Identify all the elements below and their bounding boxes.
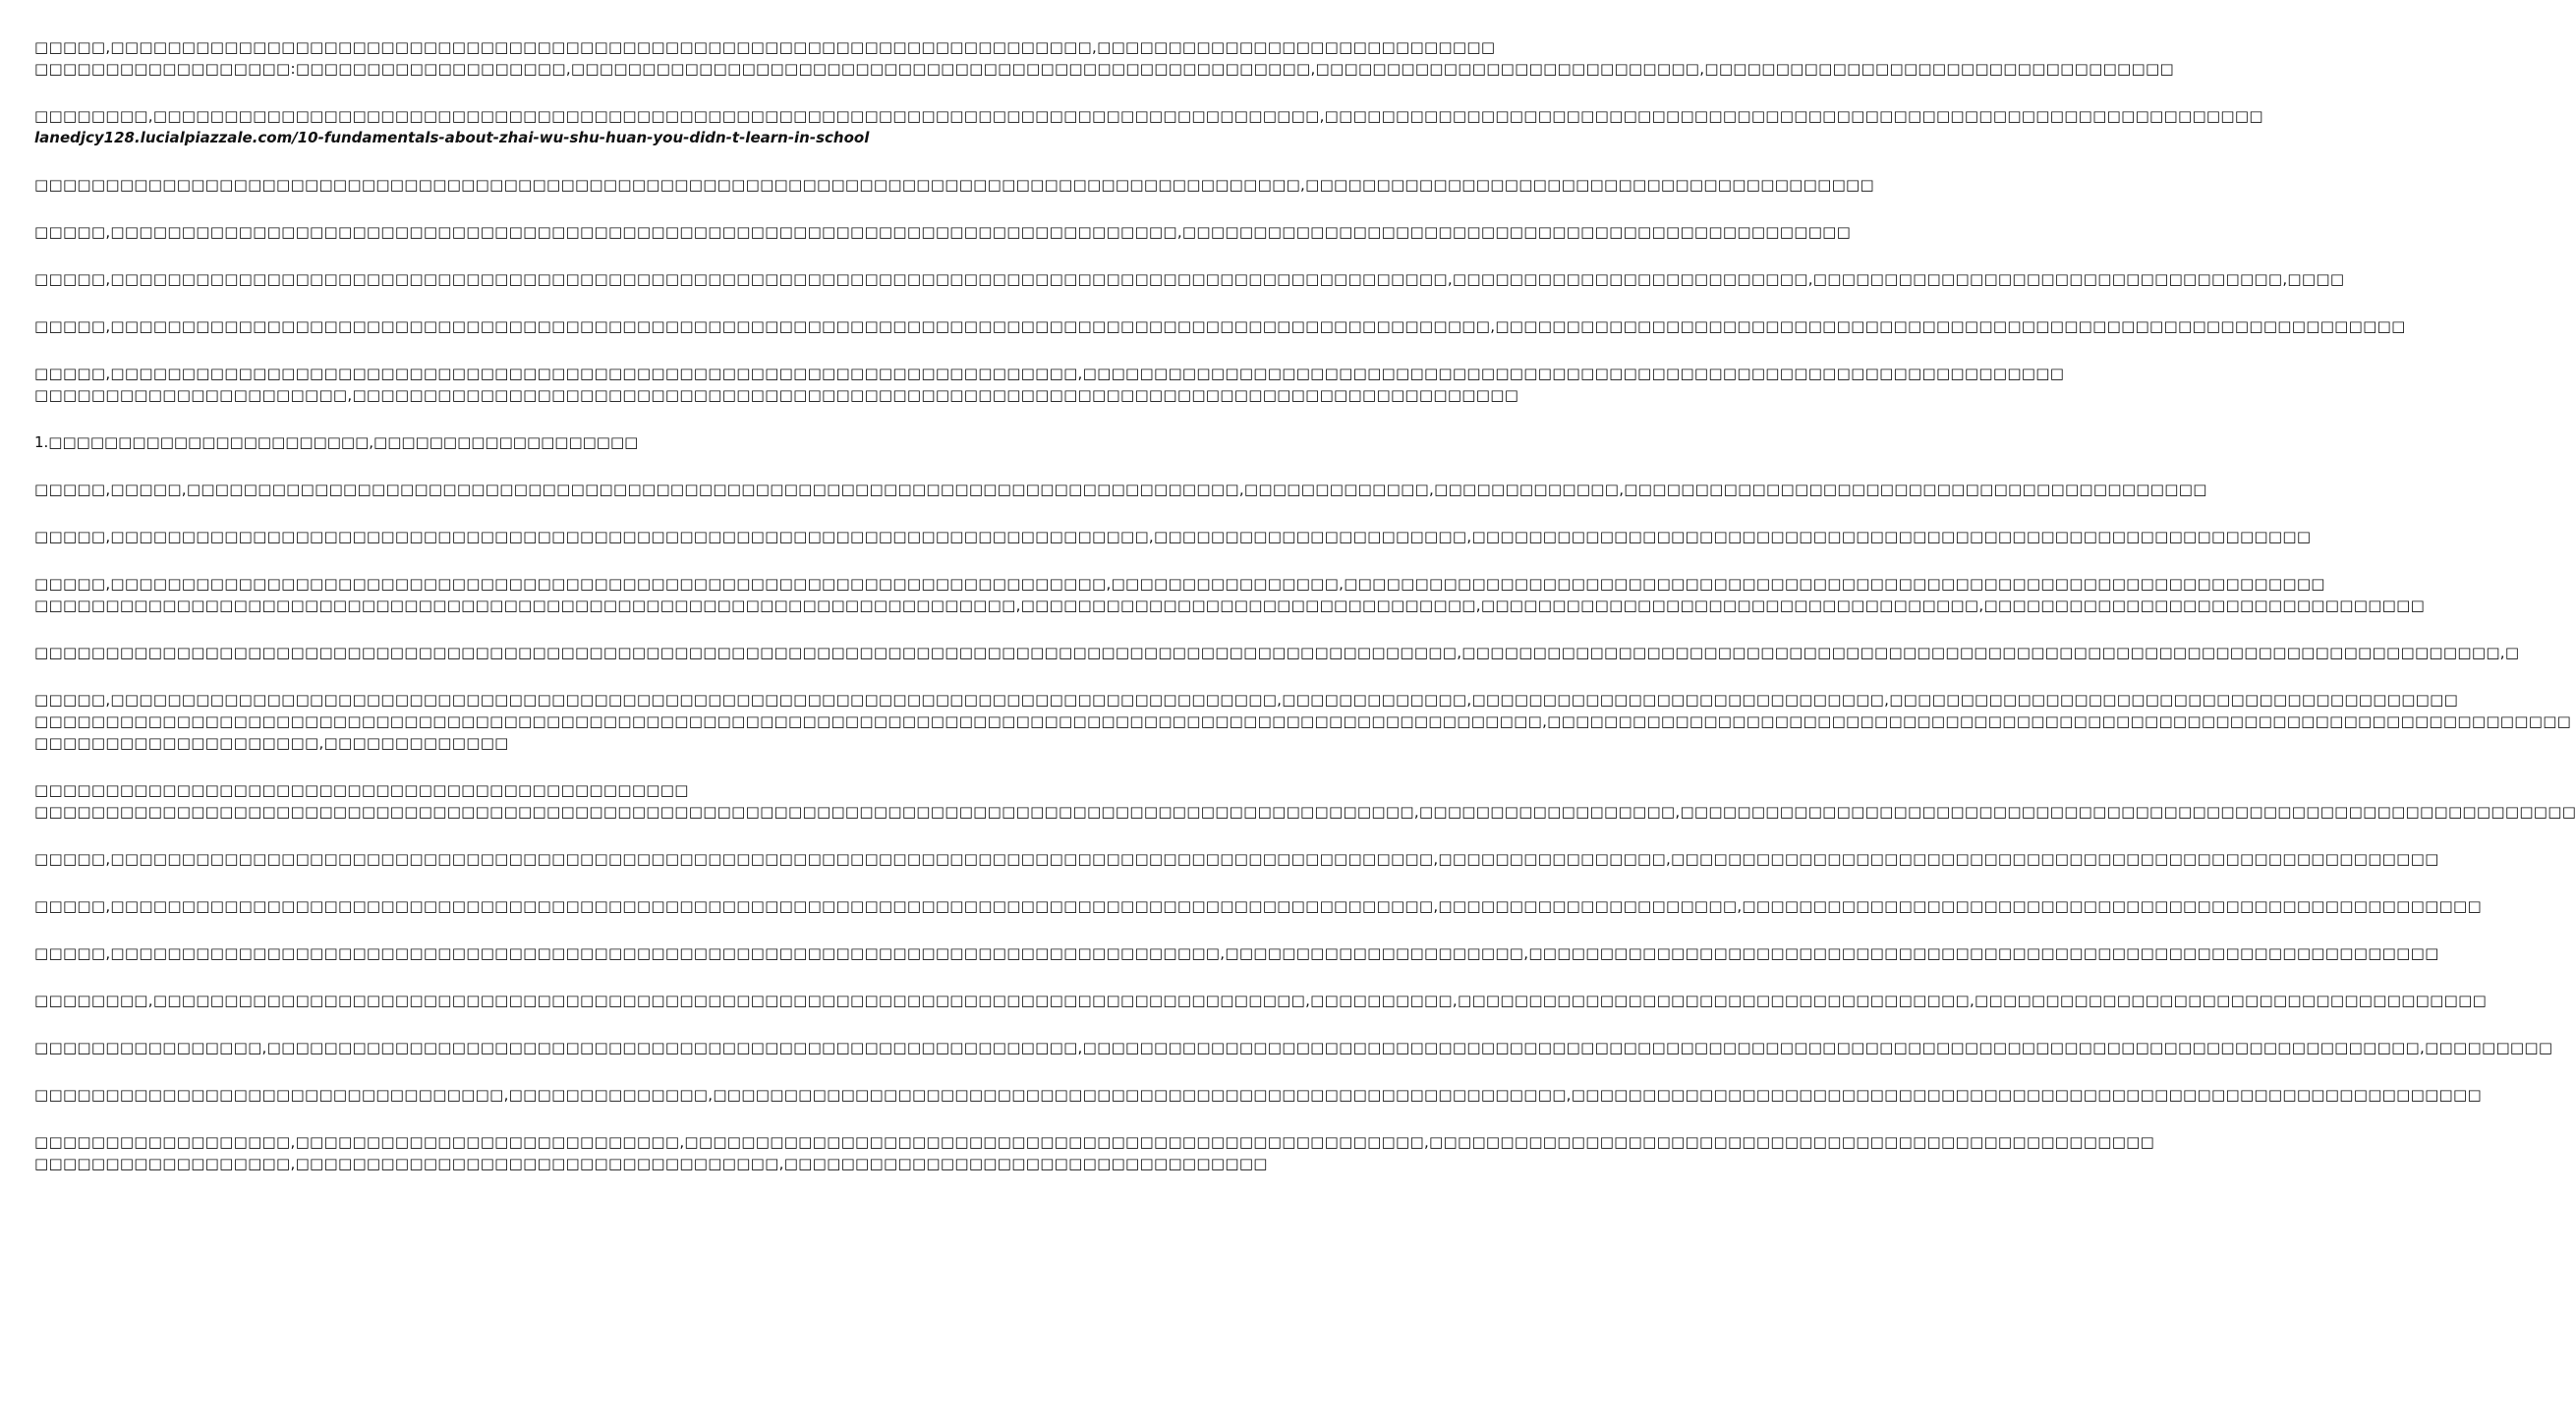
paragraph-line: □□□□□□□□□□□□□□□□□□□□□□□□□□□□□□□□□□□□□□□□□□□□□□□□□□□□□□□□□□□□□□□□□□□□□,□□□□□□□□□□□□□□□□□□□□□□□□□□□□□□□□,□□□□□□□□□□□□□□□□□□□□□□□□□□□□□□□□□□□,□□□□□□□□□□□□□□□□□□□□□□□□□□□□□□□ xyxy=(34,597,2426,614)
paragraph-1 xyxy=(34,36,2174,80)
paragraph-17 xyxy=(34,990,2488,1011)
paragraph-line: □□□□□,□□□□□□□□□□□□□□□□□□□□□□□□□□□□□□□□□□□□□□□□□□□□□□□□□□□□□□□□□□□□□□□□□□□□□□□□□□□□□□,□□□□□□□□□□□□□□□□□□□□□,□□□□□□□□□□□□□□□□□□□□□□□□□□□□□□□□□□□□□□□□□□□□□□□□□□□□□□□□□□□□□□□□ xyxy=(34,944,2439,962)
paragraph-line: □□□□□,□□□□□□□□□□□□□□□□□□□□□□□□□□□□□□□□□□□□□□□□□□□□□□□□□□□□□□□□□□□□□□□□□□□□,□□□□□□□□□□□□□□□□□□□□□□□□□□□□□□□□□□□□□□□□□□□□□□□□□□□□□□□□□□□□□□□□□□□□□ xyxy=(34,365,2065,382)
paragraph-line: □□□□□□□□□□□□□□□□□□□□□□,□□□□□□□□□□□□□□□□□□□□□□□□□□□□□□□□□□□□□□□□□□□□□□□□□□□□□□□□□□□□□□□□□□□□□□□□□□□□□□□□□□ xyxy=(34,386,1519,404)
paragraph-line: □□□□□□□□□□□□□□□□□□□□□□□□□□□□□□□□□□□□□□□□□□□□□□□□□□□□□□□□□□□□□□□□□□□□□□□□□□□□□□□□□□□□□□□□□□□□□□□□□□□□,□□□□□□□□□□□□□□□□□□□□□□□□□□□□□□□□□□□□□□□□□□□□□□□□□□□□□□□□□□□□□□□□□□□□□□□□□,□ xyxy=(34,644,2520,661)
paragraph-19 xyxy=(34,1084,2482,1106)
paragraph-10 xyxy=(34,573,2426,616)
paragraph-line: □□□□□,□□□□□□□□□□□□□□□□□□□□□□□□□□□□□□□□□□□□□□□□□□□□□□□□□□□□□□□□□□□□□□□□□□□□□□□□□□□□□□□□□□□□□□□□□□□□□□□□□,□□□□□□□□□□□□□□□□□□□□□□□□□□□□□□□□□□□□□□□□□□□□□□□□□□□□□□□□□□□□□□□□ xyxy=(34,317,2406,335)
section-heading-2: □□□□□□□□□□□□□□□□□□□□□□□□□□□□□□□□□□□□□□□□□□□□□□ xyxy=(34,781,689,799)
paragraph-line: □□□□□□□□,□□□□□□□□□□□□□□□□□□□□□□□□□□□□□□□□□□□□□□□□□□□□□□□□□□□□□□□□□□□□□□□□□□□□□□□□□□□□□□□□□□,□□□□□□□□□□□□□□□□□□□□□□□□□□□□□□□□□□□□□□□□□□□□□□□□□□□□□□□□□□□□□□□□□□ xyxy=(34,107,2263,125)
paragraph-7 xyxy=(34,363,2065,406)
paragraph-line: □□□□□□□□□□□□□□□□,□□□□□□□□□□□□□□□□□□□□□□□□□□□□□□□□□□□□□□□□□□□□□□□□□□□□□□□□□,□□□□□□□□□□□□□□□□□□□□□□□□□□□□□□□□□□□□□□□□□□□□□□□□□□□□□□□□□□□□□□□□□□□□□□□□□□□□□□□□□□□□□□□□□□□□□□,□□□□□□□□□ xyxy=(34,1039,2553,1056)
paragraph-line: □□□□□□□□□□□□□□□□□□,□□□□□□□□□□□□□□□□□□□□□□□□□□□□□□□□□□,□□□□□□□□□□□□□□□□□□□□□□□□□□□□□□□□□□ xyxy=(34,1155,1268,1172)
paragraph-15 xyxy=(34,895,2482,917)
paragraph-3 xyxy=(34,174,1875,196)
paragraph-8 xyxy=(34,479,2207,500)
paragraph-line: □□□□□,□□□□□□□□□□□□□□□□□□□□□□□□□□□□□□□□□□□□□□□□□□□□□□□□□□□□□□□□□□□□□□□□□□□□□□□□□□□,□□□□□□□□□□□□□□□□□□□□□□□□□□□□□□□□□□□□□□□□□□□□□□□ xyxy=(34,223,1852,241)
paragraph-line: □□□□□□□□□□□□□□□□□□□□□□□□□□□□□□□□□□□□□□□□□□□□□□□□□□□□□□□□□□□□□□□□□□□□□□□□□□□□□□□□□□□□□□□□□,□□□□□□□□□□□□□□□□□□□□□□□□□□□□□□□□□□□□□□□□ xyxy=(34,176,1875,194)
paragraph-line: □□□□□,□□□□□□□□□□□□□□□□□□□□□□□□□□□□□□□□□□□□□□□□□□□□□□□□□□□□□□□□□□□□□□□□□□□□□□□□□□□□□□□□□□□□□□□□□□□□□,□□□□□□□□□□□□□□□□,□□□□□□□□□□□□□□□□□□□□□□□□□□□□□□□□□□□□□□□□□□□□□□□□□□□□□□ xyxy=(34,850,2439,868)
paragraph-line: □□□□□□□□□□□□□□□□□□□□□□□□□□□□□□□□□,□□□□□□□□□□□□□□,□□□□□□□□□□□□□□□□□□□□□□□□□□□□□□□□□□□□□□□□□□□□□□□□□□□□□□□□□□□□,□□□□□□□□□□□□□□□□□□□□□□□□□□□□□□□□□□□□□□□□□□□□□□□□□□□□□□□□□□□□□□□□ xyxy=(34,1086,2482,1104)
paragraph-16 xyxy=(34,942,2439,964)
section-heading-1: 1.□□□□□□□□□□□□□□□□□□□□□□□,□□□□□□□□□□□□□□□□□□□ xyxy=(34,433,639,451)
paragraph-line: □□□□□□□□□□□□□□□□□□□□□□□□□□□□□□□□□□□□□□□□□□□□□□□□□□□□□□□□□□□□□□□□□□□□□□□□□□□□□□□□□□□□□□□□□□□□□□□□□□□□□□□□□□,□□□□□□□□□□□□□□□□□□□□□□□□□□□□□□□□□□□□□□□□□□□□□□□□□□□□□□□□□□□□□□□□□□□□□□□□ xyxy=(34,712,2572,730)
paragraph-line: □□□□□□□□□□□□□□□□□□□□□□□□□□□□□□□□□□□□□□□□□□□□□□□□□□□□□□□□□□□□□□□□□□□□□□□□□□□□□□□□□□□□□□□□□□□□□□□□□,□□□□□□□□□□□□□□□□□□,□□□□□□□□□□□□□□□□□□□□□□□□□□□□□□□□□□□□□□□□□□□□□□□□□□□□□□□□□□□□□□□ xyxy=(34,803,2576,821)
article-link[interactable]: lanedjcy128.lucialpiazzale.com/10-fundamentals-about-zhai-wu-shu-huan-you-didn-t-learn-in-school xyxy=(34,129,870,146)
paragraph-line: □□□□□,□□□□□□□□□□□□□□□□□□□□□□□□□□□□□□□□□□□□□□□□□□□□□□□□□□□□□□□□□□□□□□□□□□□□□□,□□□□□□□□□□□□□□□□,□□□□□□□□□□□□□□□□□□□□□□□□□□□□□□□□□□□□□□□□□□□□□□□□□□□□□□□□□□□□□□□□□□□□□ xyxy=(34,575,2325,593)
paragraph-20 xyxy=(34,1131,2155,1174)
paragraph-line: □□□□□,□□□□□□□□□□□□□□□□□□□□□□□□□□□□□□□□□□□□□□□□□□□□□□□□□□□□□□□□□□□□□□□□□□□□□□□□□□□□□□□□□□,□□□□□□□□□□□□□,□□□□□□□□□□□□□□□□□□□□□□□□□□□□□,□□□□□□□□□□□□□□□□□□□□□□□□□□□□□□□□□□□□□□□□ xyxy=(34,691,2459,709)
paragraph-line: □□□□□□□□□□□□□□□□□□:□□□□□□□□□□□□□□□□□□□,□□□□□□□□□□□□□□□□□□□□□□□□□□□□□□□□□□□□□□□□□□□□□□□□□□□□,□□□□□□□□□□□□□□□□□□□□□□□□□□□,□□□□□□□□□□□□□□□□□□□□□□□□□□□□□□□□□ xyxy=(34,60,2174,78)
paragraph-line: □□□□□,□□□□□□□□□□□□□□□□□□□□□□□□□□□□□□□□□□□□□□□□□□□□□□□□□□□□□□□□□□□□□□□□□□□□□□□□□□□□□□□□□□□□□□□□□□□□□□,□□□□□□□□□□□□□□□□□□□□□□□□□,□□□□□□□□□□□□□□□□□□□□□□□□□□□□□□□□□,□□□□ xyxy=(34,270,2345,288)
paragraph-line: □□□□□,□□□□□,□□□□□□□□□□□□□□□□□□□□□□□□□□□□□□□□□□□□□□□□□□□□□□□□□□□□□□□□□□□□□□□□□□□□□□□□□□,□□□□□□□□□□□□□,□□□□□□□□□□□□□,□□□□□□□□□□□□□□□□□□□□□□□□□□□□□□□□□□□□□□□□□ xyxy=(34,481,2207,498)
paragraph-5 xyxy=(34,268,2345,290)
document-body xyxy=(34,36,2576,1200)
paragraph-line: □□□□□,□□□□□□□□□□□□□□□□□□□□□□□□□□□□□□□□□□□□□□□□□□□□□□□□□□□□□□□□□□□□□□□□□□□□□□□□□□□□□□□□□□□□□□□□□□□□□,□□□□□□□□□□□□□□□□□□□□□,□□□□□□□□□□□□□□□□□□□□□□□□□□□□□□□□□□□□□□□□□□□□□□□□□□□□ xyxy=(34,897,2482,915)
paragraph-line: □□□□□,□□□□□□□□□□□□□□□□□□□□□□□□□□□□□□□□□□□□□□□□□□□□□□□□□□□□□□□□□□□□□□□□□□□□□,□□□□□□□□□□□□□□□□□□□□□□□□□□□□ xyxy=(34,38,1496,56)
paragraph-line: □□□□□□□□□□□□□□□□□□□□,□□□□□□□□□□□□□ xyxy=(34,734,509,752)
paragraph-line: □□□□□□□□□□□□□□□□□□,□□□□□□□□□□□□□□□□□□□□□□□□□□□,□□□□□□□□□□□□□□□□□□□□□□□□□□□□□□□□□□□□□□□□□□□□□□□□□□□□,□□□□□□□□□□□□□□□□□□□□□□□□□□□□□□□□□□□□□□□□□□□□□□□□□□□ xyxy=(34,1133,2155,1151)
paragraph-2 xyxy=(34,105,2263,148)
paragraph-11 xyxy=(34,642,2520,663)
paragraph-13 xyxy=(34,779,2576,823)
paragraph-6 xyxy=(34,315,2406,337)
paragraph-18 xyxy=(34,1037,2553,1058)
paragraph-14 xyxy=(34,848,2439,870)
paragraph-9 xyxy=(34,526,2312,547)
paragraph-4 xyxy=(34,221,1852,243)
paragraph-line: □□□□□□□□,□□□□□□□□□□□□□□□□□□□□□□□□□□□□□□□□□□□□□□□□□□□□□□□□□□□□□□□□□□□□□□□□□□□□□□□□□□□□□□□□□,□□□□□□□□□□,□□□□□□□□□□□□□□□□□□□□□□□□□□□□□□□□□□□□,□□□□□□□□□□□□□□□□□□□□□□□□□□□□□□□□□□□□ xyxy=(34,992,2488,1009)
paragraph-12 xyxy=(34,689,2572,754)
paragraph-line: □□□□□,□□□□□□□□□□□□□□□□□□□□□□□□□□□□□□□□□□□□□□□□□□□□□□□□□□□□□□□□□□□□□□□□□□□□□□□□□,□□□□□□□□□□□□□□□□□□□□□□,□□□□□□□□□□□□□□□□□□□□□□□□□□□□□□□□□□□□□□□□□□□□□□□□□□□□□□□□□□□ xyxy=(34,528,2312,545)
